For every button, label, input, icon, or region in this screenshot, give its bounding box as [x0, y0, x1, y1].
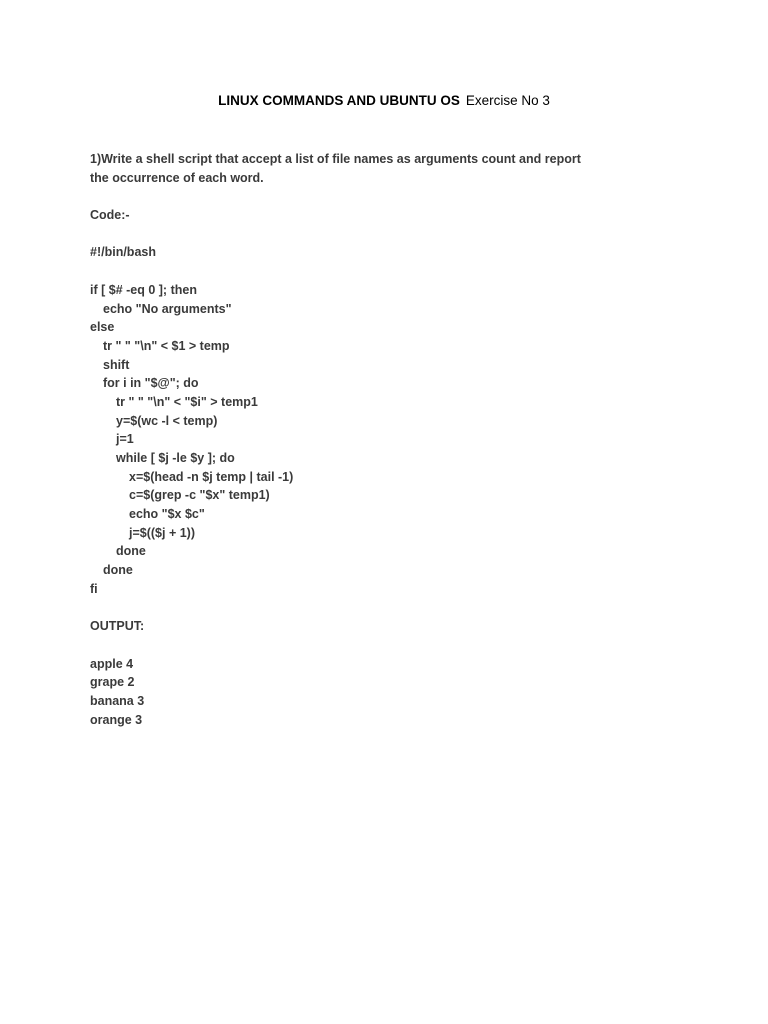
- blank-line: [90, 636, 690, 655]
- code-line: if [ $# -eq 0 ]; then: [90, 282, 197, 297]
- blank-line: [90, 599, 690, 618]
- code-line: echo "No arguments": [103, 301, 232, 316]
- blank-line: [90, 225, 690, 244]
- output-line: apple 4: [90, 656, 134, 671]
- blank-line: [90, 262, 690, 281]
- code-line: shift: [103, 357, 130, 372]
- code-line: done: [103, 563, 133, 578]
- code-line: done: [116, 544, 146, 559]
- code-line: x=$(head -n $j temp | tail -1): [129, 469, 294, 484]
- output-line: grape 2: [90, 675, 135, 690]
- title-main: LINUX COMMANDS AND UBUNTU OS: [218, 93, 460, 108]
- code-line: else: [90, 320, 115, 335]
- document-body: [90, 150, 690, 729]
- code-line: j=$(($j + 1)): [129, 525, 195, 540]
- output-label: OUTPUT:: [90, 619, 145, 634]
- code-line: tr " " "\n" < "$i" > temp1: [116, 394, 258, 409]
- code-line: y=$(wc -l < temp): [116, 413, 218, 428]
- code-label: Code:-: [90, 208, 130, 223]
- blank-line: [90, 187, 690, 206]
- title-exercise-number: Exercise No 3: [465, 93, 550, 108]
- code-line: c=$(grep -c "$x" temp1): [129, 488, 270, 503]
- code-line: tr " " "\n" < $1 > temp: [103, 338, 230, 353]
- shebang-line: #!/bin/bash: [90, 245, 156, 260]
- output-line: banana 3: [90, 693, 145, 708]
- question-line-2: the occurrence of each word.: [90, 170, 264, 185]
- code-line: j=1: [116, 432, 134, 447]
- document-title: [0, 93, 768, 108]
- code-line: for i in "$@"; do: [103, 376, 199, 391]
- code-line: echo "$x $c": [129, 507, 205, 522]
- code-line: fi: [90, 581, 98, 596]
- code-line: while [ $j -le $y ]; do: [116, 451, 235, 465]
- question-line-1: 1)Write a shell script that accept a list of file names as arguments count and report: [90, 152, 581, 166]
- output-line: orange 3: [90, 712, 143, 727]
